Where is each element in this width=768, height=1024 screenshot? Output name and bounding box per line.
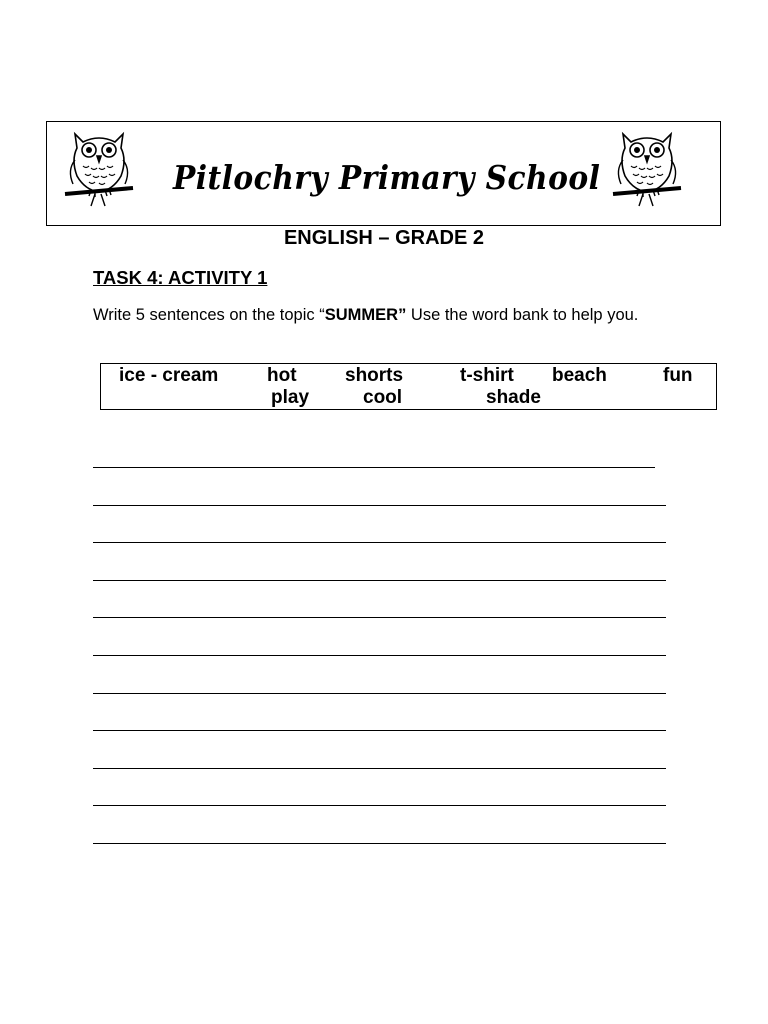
writing-line[interactable]: [93, 655, 666, 656]
school-name: Pitlochry Primary School: [173, 158, 601, 197]
writing-line[interactable]: [93, 693, 666, 694]
writing-line[interactable]: [93, 467, 655, 468]
owl-icon: [61, 126, 137, 208]
word-bank-item: shorts: [345, 365, 404, 386]
writing-line[interactable]: [93, 805, 666, 806]
word-bank-item: fun: [663, 365, 693, 386]
word-bank-item: shade: [486, 387, 541, 408]
school-header: [46, 121, 721, 226]
writing-line[interactable]: [93, 843, 666, 844]
task-title: TASK 4: ACTIVITY 1: [93, 267, 268, 288]
word-bank: [100, 363, 717, 410]
instructions: [93, 305, 683, 326]
word-bank-item: t-shirt: [460, 365, 514, 386]
word-bank-item: play: [271, 387, 310, 408]
word-bank-item: beach: [552, 365, 607, 386]
instructions-text-end: Use the word bank to help you.: [406, 306, 639, 324]
writing-line[interactable]: [93, 617, 666, 618]
subject-title: ENGLISH – GRADE 2: [283, 227, 485, 249]
word-bank-item: cool: [363, 387, 403, 408]
writing-line[interactable]: [93, 730, 666, 731]
instructions-text: Write 5 sentences on the topic “: [93, 306, 325, 324]
owl-icon: [609, 126, 685, 208]
word-bank-item: hot: [267, 365, 297, 386]
writing-line[interactable]: [93, 542, 666, 543]
writing-line[interactable]: [93, 580, 666, 581]
writing-line[interactable]: [93, 505, 666, 506]
topic-word: SUMMER”: [324, 306, 407, 324]
writing-line[interactable]: [93, 768, 666, 769]
word-bank-item: ice - cream: [119, 365, 219, 386]
